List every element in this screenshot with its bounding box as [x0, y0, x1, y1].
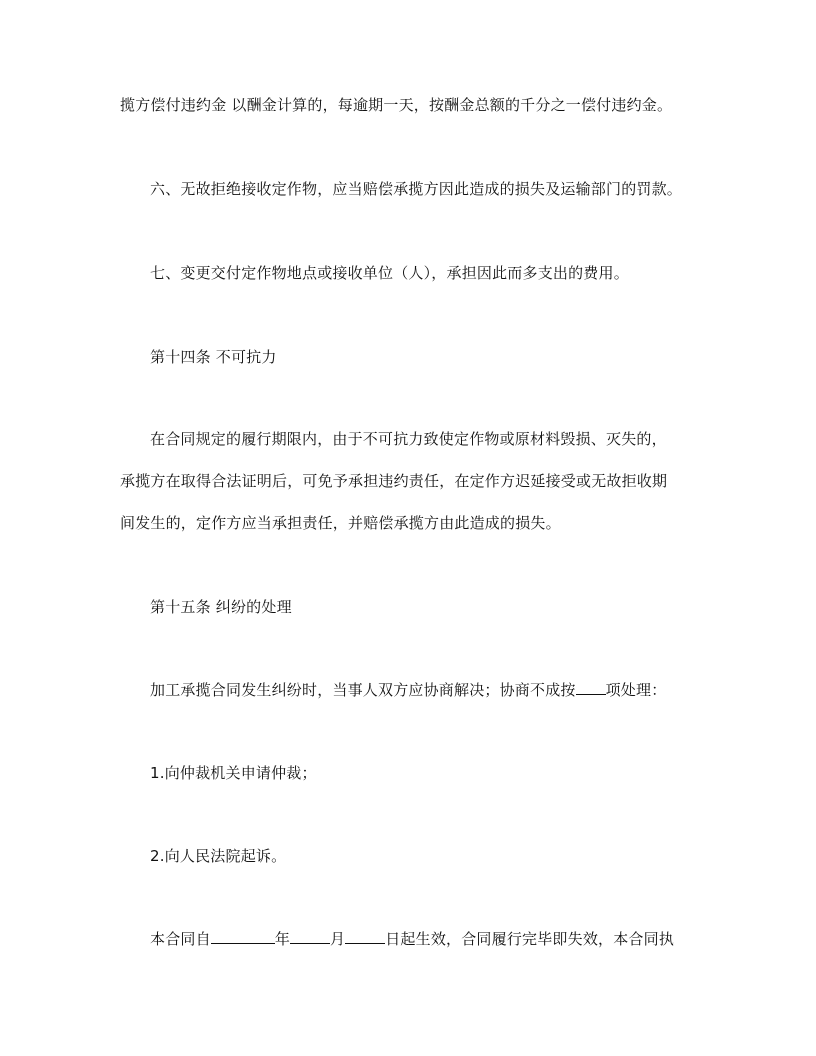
text-segment: 日起生效，合同履行完毕即失效，本合同执: [385, 930, 675, 948]
text-segment: 年: [274, 930, 291, 948]
section-heading: 第十四条 不可抗力: [150, 348, 277, 366]
paragraph-force-majeure: [150, 429, 667, 449]
text-line: 在合同规定的履行期限内，由于不可抗力致使定作物或原材料毁损、灭失的，: [150, 430, 667, 448]
list-item-arbitration: [150, 763, 317, 783]
text-segment: 项处理：: [605, 681, 667, 699]
text-segment: 加工承揽合同发生纠纷时，当事人双方应协商解决；协商不成按: [150, 681, 576, 699]
text-line: 六、无故拒绝接收定作物，应当赔偿承揽方因此造成的损失及运输部门的罚款。: [150, 180, 683, 198]
paragraph-force-majeure: [120, 513, 561, 533]
blank-line: [290, 929, 330, 944]
paragraph-clause-six: [150, 179, 682, 199]
blank-line: [576, 680, 606, 695]
paragraph-penalty-tail: [120, 95, 672, 115]
heading-article-14: [150, 347, 277, 367]
paragraph-force-majeure: [120, 471, 667, 491]
text-line: 七、变更交付定作物地点或接收单位（人），承担因此而多支出的费用。: [150, 264, 629, 282]
list-item-litigation: [150, 846, 286, 866]
paragraph-dispute: [150, 680, 666, 700]
paragraph-clause-seven: [150, 263, 629, 283]
text-line: 承揽方在取得合法证明后，可免予承担违约责任，在定作方迟延接受或无故拒收期: [120, 472, 668, 490]
blank-line: [345, 929, 385, 944]
text-segment: 本合同自: [150, 930, 211, 948]
list-item: 2.向人民法院起诉。: [150, 847, 287, 865]
blank-line: [211, 929, 275, 944]
text-line: 间发生的，定作方应当承担责任，并赔偿承揽方由此造成的损失。: [120, 514, 561, 532]
heading-article-15: [150, 597, 292, 617]
section-heading: 第十五条 纠纷的处理: [150, 598, 292, 616]
paragraph-effective-date: [150, 929, 674, 949]
text-line: 揽方偿付违约金 以酬金计算的，每逾期一天，按酬金总额的千分之一偿付违约金。: [120, 96, 673, 114]
text-segment: 月: [330, 930, 346, 948]
list-item: 1.向仲裁机关申请仲裁；: [150, 764, 317, 782]
